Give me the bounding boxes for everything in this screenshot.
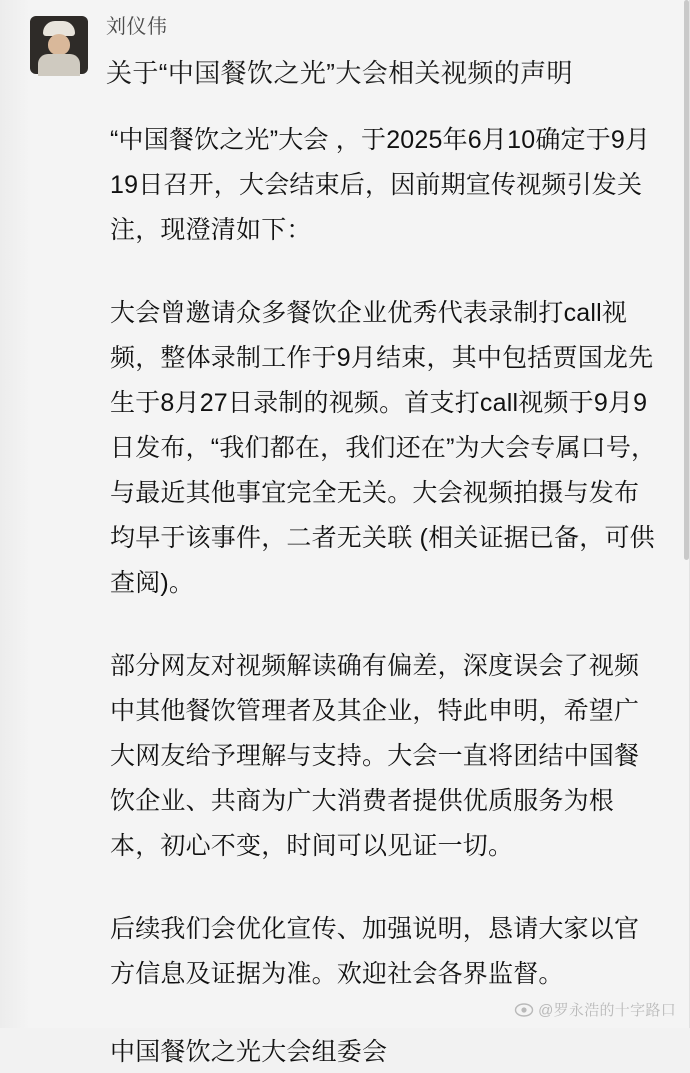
post-header	[0, 0, 690, 92]
paragraph: “中国餐饮之光”大会 ，于2025年6月10确定于9月19日召开，大会结束后，因前期宣传视频引发关注，现澄清如下：	[110, 126, 651, 244]
avatar-body-shape	[38, 54, 80, 76]
author-name: 刘仪伟	[106, 16, 168, 38]
avatar	[30, 16, 88, 74]
paragraph: 部分网友对视频解读确有偏差，深度误会了视频中其他餐饮管理者及其企业，特此申明，希望广大网友给予理解与支持。大会一直将团结中国餐饮企业、共商为广大消费者提供优质服务为根本，初心不变，时间可以见证一切。	[110, 652, 640, 860]
post-header-text	[88, 14, 668, 92]
paragraph: 后续我们会优化宣传、加强说明，恳请大家以官方信息及证据为准。欢迎社会各界监督。	[110, 915, 640, 988]
page-title: 关于“中国餐饮之光”大会相关视频的声明	[106, 58, 573, 88]
watermark	[515, 999, 676, 1020]
signature: 中国餐饮之光大会组委会	[110, 1038, 388, 1066]
paragraph: 大会曾邀请众多餐饮企业优秀代表录制打call视频，整体录制工作于9月结束，其中包括贾国龙先生于8月27日录制的视频。首支打call视频于9月9日发布，“我们都在，我们还在”为大会专属口号，与最近其他事宜完全无关。大会视频拍摄与发布均早于该事件，二者无关联 (相关证据已备，可供查阅)。	[110, 299, 657, 597]
weibo-eye-icon	[515, 1003, 533, 1017]
avatar-face-shape	[48, 34, 70, 55]
statement-body	[0, 92, 690, 1073]
watermark-text: @罗永浩的十字路口	[538, 1002, 676, 1019]
